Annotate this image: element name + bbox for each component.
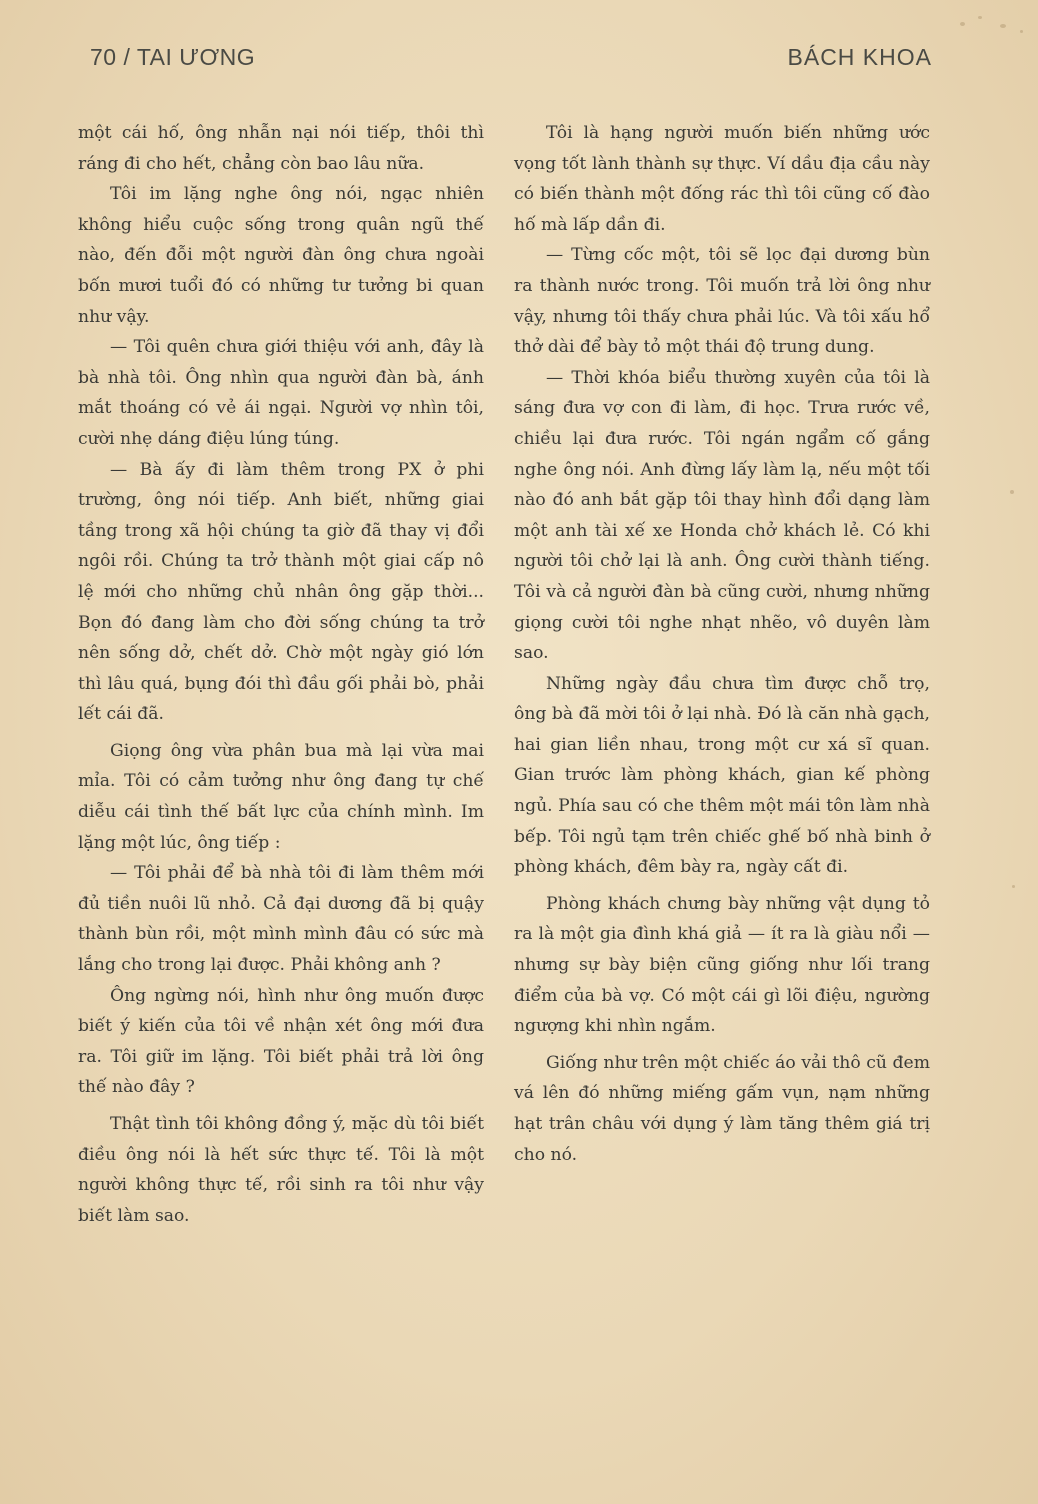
paragraph: một cái hố, ông nhẫn nại nói tiếp, thôi thì ráng đi cho hết, chẳng còn bao lâu nữa. — [78, 123, 484, 174]
paragraph: Những ngày đầu chưa tìm được chỗ trọ, ông bà đã mời tôi ở lại nhà. Đó là căn nhà gạch, hai gian liền nhau, trong một cư xá sĩ quan. Gian trước làm phòng khách, gian kế phòng ngủ. Phía sau có che thêm một mái tôn làm nhà bếp. Tôi ngủ tạm trên chiếc ghế bố nhà binh ở phòng khách, đêm bày ra, ngày cất đi. — [514, 673, 930, 878]
text-column-left — [78, 118, 484, 1231]
page-header-right: BÁCH KHOA — [787, 44, 932, 70]
paragraph: Tôi im lặng nghe ông nói, ngạc nhiên không hiểu cuộc sống trong quân ngũ thế nào, đến đỗi một người đàn ông chưa ngoài bốn mươi tuổi đó có những tư tưởng bi quan như vậy. — [78, 184, 484, 327]
page-header-left: 70 / TAI ƯƠNG — [90, 44, 256, 70]
paragraph: Giống như trên một chiếc áo vải thô cũ đem vá lên đó những miếng gấm vụn, nạm những hạt trân châu với dụng ý làm tăng thêm giá trị cho nó. — [514, 1052, 930, 1165]
paragraph: — Tôi quên chưa giới thiệu với anh, đây là bà nhà tôi. Ông nhìn qua người đàn bà, ánh mắt thoáng có vẻ ái ngại. Người vợ nhìn tôi, cười nhẹ dáng điệu lúng túng. — [78, 337, 484, 449]
paragraph: — Thời khóa biểu thường xuyên của tôi là sáng đưa vợ con đi làm, đi học. Trưa rước về, chiều lại đưa rước. Tôi ngán ngẩm cố gắng nghe ông nói. Anh đừng lấy làm lạ, nếu một tối nào đó anh bắt gặp tôi thay hình đổi dạng làm một anh tài xế xe Honda chở khách lẻ. Có khi người tôi chở lại là anh. Ông cười thành tiếng. Tôi và cả người đàn bà cũng cười, nhưng những giọng cười tôi nghe nhạt nhẽo, vô duyên làm sao. — [514, 367, 930, 664]
paragraph: Thật tình tôi không đồng ý, mặc dù tôi biết điều ông nói là hết sức thực tế. Tôi là một người không thực tế, rồi sinh ra tôi như vậy biết làm sao. — [78, 1114, 484, 1226]
paragraph: — Bà ấy đi làm thêm trong PX ở phi trường, ông nói tiếp. Anh biết, những giai tầng trong xã hội chúng ta giờ đã thay vị đổi ngôi rồi. Chúng ta trở thành một giai cấp nô lệ mới cho những chủ nhân ông gặp thời... Bọn đó đang làm cho đời sống chúng ta trở nên sống dở, chết dở. Chờ một ngày gió lớn thì lâu quá, bụng đói thì đầu gối phải bò, phải lết cái đã. — [78, 459, 484, 725]
paragraph: Phòng khách chưng bày những vật dụng tỏ ra là một gia đình khá giả — ít ra là giàu nổi — nhưng sự bày biện cũng giống như lối trang điểm của bà vợ. Có một cái gì lõi điệu, ngường ngượng khi nhìn ngắm. — [514, 893, 930, 1037]
paragraph: Tôi là hạng người muốn biến những ước vọng tốt lành thành sự thực. Ví dầu địa cầu này có biến thành một đống rác thì tôi cũng cố đào hố mà lấp dần đi. — [514, 123, 930, 235]
text-column-right — [514, 118, 930, 1170]
paragraph: — Tôi phải để bà nhà tôi đi làm thêm mới đủ tiền nuôi lũ nhỏ. Cả đại dương đã bị quậy thành bùn rồi, một mình mình đâu có sức mà lắng cho trong lại được. Phải không anh ? — [78, 863, 484, 976]
paragraph: Ông ngừng nói, hình như ông muốn được biết ý kiến của tôi về nhận xét ông mới đưa ra. Tôi giữ im lặng. Tôi biết phải trả lời ông thế nào đây ? — [78, 985, 484, 1098]
paragraph: — Từng cốc một, tôi sẽ lọc đại dương bùn ra thành nước trong. Tôi muốn trả lời ông như vậy, nhưng tôi thấy chưa phải lúc. Và tôi xấu hổ thở dài để bày tỏ một thái độ trung dung. — [514, 245, 930, 358]
paragraph: Giọng ông vừa phân bua mà lại vừa mai mỉa. Tôi có cảm tưởng như ông đang tự chế diễu cái tình thế bất lực của chính mình. Im lặng một lúc, ông tiếp : — [78, 740, 484, 853]
